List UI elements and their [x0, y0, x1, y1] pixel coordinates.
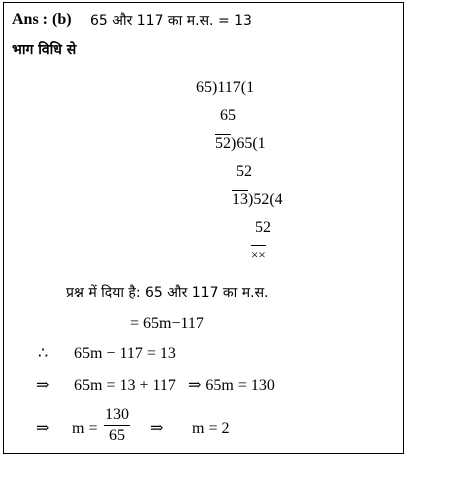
division-subtract-3: 52 — [255, 219, 271, 236]
implies-symbol-2: ⇒ — [36, 420, 50, 437]
step-1: 65m − 117 = 13 — [74, 345, 176, 362]
step-2-part-b: ⇒ 65m = 130 — [188, 377, 275, 394]
step-2-part-a: 65m = 13 + 117 — [74, 377, 176, 394]
implies-symbol-1: ⇒ — [36, 377, 50, 394]
remainder-2-division: )52(4 — [248, 191, 283, 208]
step-3-arrow: ⇒ — [150, 420, 164, 437]
answer-label: Ans : (b) — [12, 11, 72, 28]
method-title: भाग विधि से — [12, 42, 77, 58]
division-remainder-1 — [215, 135, 266, 153]
remainder-2-value: 13 — [232, 191, 248, 208]
division-subtract-1: 65 — [220, 107, 236, 124]
therefore-symbol: ∴ — [38, 345, 49, 362]
division-final: ×× — [251, 247, 266, 262]
fraction-numerator: 130 — [105, 406, 129, 423]
step-3-result: m = 2 — [192, 420, 230, 437]
division-step-1: 65)117(1 — [196, 79, 255, 96]
division-remainder-2 — [232, 191, 283, 209]
step-3-lhs: m = — [72, 420, 98, 437]
step-3-fraction — [104, 405, 130, 446]
given-statement: प्रश्न में दिया है: 65 और 117 का म.स. — [66, 285, 269, 301]
given-expression: = 65m−117 — [130, 315, 204, 332]
fraction-denominator: 65 — [109, 427, 125, 444]
division-subtract-2: 52 — [236, 163, 252, 180]
remainder-1-value: 52 — [215, 135, 231, 152]
answer-box — [3, 2, 404, 454]
answer-statement: 65 और 117 का म.स. = 13 — [90, 13, 252, 29]
remainder-1-division: )65(1 — [231, 135, 266, 152]
